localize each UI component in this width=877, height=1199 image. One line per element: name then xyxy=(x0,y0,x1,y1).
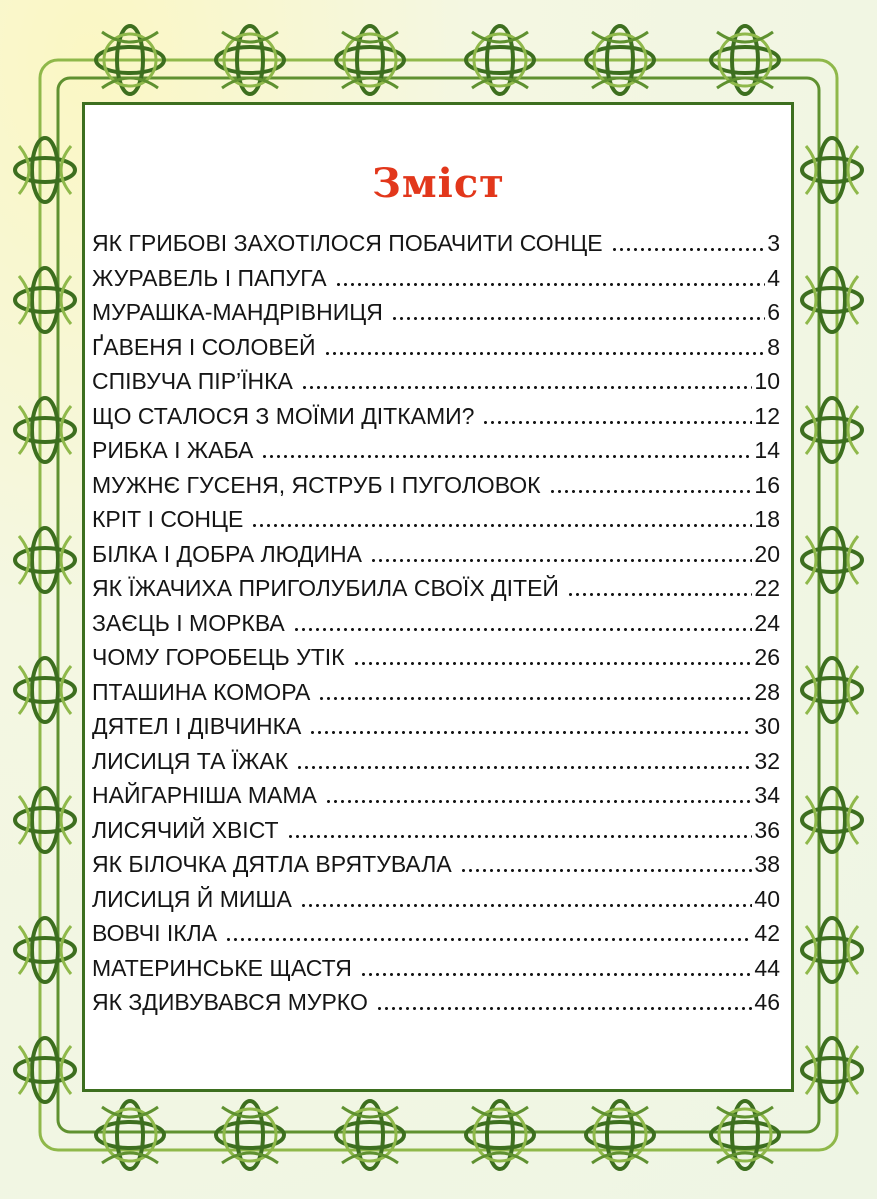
toc-entry xyxy=(92,813,780,848)
toc-dot-leader xyxy=(287,835,753,838)
toc-entry-title: МАТЕРИНСЬКЕ ЩАСТЯ xyxy=(92,954,352,981)
toc-entry xyxy=(92,226,780,261)
toc-entry-title: НАЙГАРНІША МАМА xyxy=(92,782,317,808)
toc-entry xyxy=(92,364,780,399)
toc-entry-title: ҐАВЕНЯ І СОЛОВЕЙ xyxy=(92,333,316,360)
toc-entry xyxy=(92,675,780,710)
toc-entry xyxy=(92,847,780,882)
toc-entry-title: ДЯТЕЛ І ДІВЧИНКА xyxy=(92,713,302,739)
toc-entry-title: БІЛКА І ДОБРА ЛЮДИНА xyxy=(92,540,362,567)
toc-dot-leader xyxy=(482,421,752,424)
toc-entry xyxy=(92,985,780,1020)
toc-entry xyxy=(92,502,780,537)
toc-dot-leader xyxy=(549,490,753,493)
toc-entry-page: 34 xyxy=(754,782,780,808)
toc-entry xyxy=(92,330,780,365)
toc-entry xyxy=(92,951,780,986)
toc-entry-title: ЗАЄЦЬ І МОРКВА xyxy=(92,609,285,636)
toc-entry xyxy=(92,709,780,744)
toc-entry-page: 22 xyxy=(754,575,780,601)
toc-entry xyxy=(92,778,780,813)
toc-entry xyxy=(92,537,780,572)
toc-entry-page: 3 xyxy=(767,230,780,256)
toc-dot-leader xyxy=(296,766,752,769)
toc-dot-leader xyxy=(370,559,752,562)
toc-entry-title: ЖУРАВЕЛЬ І ПАПУГА xyxy=(92,264,327,291)
toc-entry-title: РИБКА І ЖАБА xyxy=(92,437,254,463)
toc-entry xyxy=(92,744,780,779)
toc-entry-page: 20 xyxy=(754,540,780,567)
toc-dot-leader xyxy=(318,697,752,700)
toc-entry xyxy=(92,571,780,606)
toc-entry-page: 16 xyxy=(754,471,780,498)
toc-dot-leader xyxy=(353,662,753,665)
toc-entry-title: МУРАШКА-МАНДРІВНИЦЯ xyxy=(92,299,383,325)
toc-entry xyxy=(92,606,780,641)
toc-entry-title: ЯК ЗДИВУВАВСЯ МУРКО xyxy=(92,989,368,1015)
toc-entry-page: 28 xyxy=(754,678,780,705)
toc-entry-page: 36 xyxy=(754,816,780,843)
toc-entry-page: 38 xyxy=(754,851,780,877)
toc-dot-leader xyxy=(300,904,753,907)
toc-entry-title: ЯК ГРИБОВІ ЗАХОТІЛОСЯ ПОБАЧИТИ СОНЦЕ xyxy=(92,230,603,256)
toc-entry xyxy=(92,640,780,675)
toc-entry-title: ЛИСИЦЯ Й МИША xyxy=(92,885,292,912)
toc-entry-page: 24 xyxy=(754,609,780,636)
toc-dot-leader xyxy=(567,593,752,596)
toc-entry-title: СПІВУЧА ПІР’ЇНКА xyxy=(92,368,293,394)
toc-entry-title: ЛИСИЦЯ ТА ЇЖАК xyxy=(92,747,289,774)
toc-dot-leader xyxy=(611,248,766,251)
toc-entry-title: ЯК БІЛОЧКА ДЯТЛА ВРЯТУВАЛА xyxy=(92,851,452,877)
toc-entry-page: 6 xyxy=(767,299,780,325)
toc-entry xyxy=(92,261,780,296)
toc-entry-page: 18 xyxy=(754,506,780,532)
toc-dot-leader xyxy=(293,628,753,631)
toc-entry-page: 32 xyxy=(754,747,780,774)
toc-entry-title: ПТАШИНА КОМОРА xyxy=(92,678,311,705)
toc-entry-page: 40 xyxy=(754,885,780,912)
toc-dot-leader xyxy=(251,524,752,527)
toc-entry-title: ЛИСЯЧИЙ ХВІСТ xyxy=(92,816,279,843)
toc-dot-leader xyxy=(391,317,765,320)
toc-entry-page: 30 xyxy=(754,713,780,739)
toc-dot-leader xyxy=(301,386,753,389)
toc-dot-leader xyxy=(376,1007,753,1010)
toc-entry xyxy=(92,399,780,434)
toc-dot-leader xyxy=(261,455,752,458)
toc-entry xyxy=(92,295,780,330)
toc-entry-title: МУЖНЄ ГУСЕНЯ, ЯСТРУБ І ПУГОЛОВОК xyxy=(92,471,541,498)
toc-entry-title: ЧОМУ ГОРОБЕЦЬ УТІК xyxy=(92,644,345,670)
toc-entry xyxy=(92,882,780,917)
toc-entry-page: 8 xyxy=(767,333,780,360)
toc-dot-leader xyxy=(460,869,753,872)
toc-dot-leader xyxy=(225,938,752,941)
toc-dot-leader xyxy=(324,352,766,355)
page-title: Зміст xyxy=(372,160,505,207)
toc-dot-leader xyxy=(309,731,752,734)
toc-entry-title: ВОВЧІ ІКЛА xyxy=(92,920,218,946)
toc-entry-title: ЩО СТАЛОСЯ З МОЇМИ ДІТКАМИ? xyxy=(92,402,475,429)
table-of-contents xyxy=(92,226,780,1020)
toc-dot-leader xyxy=(335,283,766,286)
toc-entry-page: 46 xyxy=(754,989,780,1015)
toc-dot-leader xyxy=(360,973,753,976)
toc-entry-page: 26 xyxy=(754,644,780,670)
toc-dot-leader xyxy=(325,800,753,803)
toc-entry xyxy=(92,916,780,951)
toc-entry-page: 12 xyxy=(754,402,780,429)
toc-entry-page: 10 xyxy=(754,368,780,394)
toc-entry-page: 42 xyxy=(754,920,780,946)
toc-entry-page: 4 xyxy=(767,264,780,291)
toc-entry-page: 44 xyxy=(754,954,780,981)
toc-entry-title: ЯК ЇЖАЧИХА ПРИГОЛУБИЛА СВОЇХ ДІТЕЙ xyxy=(92,575,559,601)
toc-entry xyxy=(92,468,780,503)
toc-entry-page: 14 xyxy=(754,437,780,463)
toc-entry-title: КРІТ І СОНЦЕ xyxy=(92,506,244,532)
toc-entry xyxy=(92,433,780,468)
